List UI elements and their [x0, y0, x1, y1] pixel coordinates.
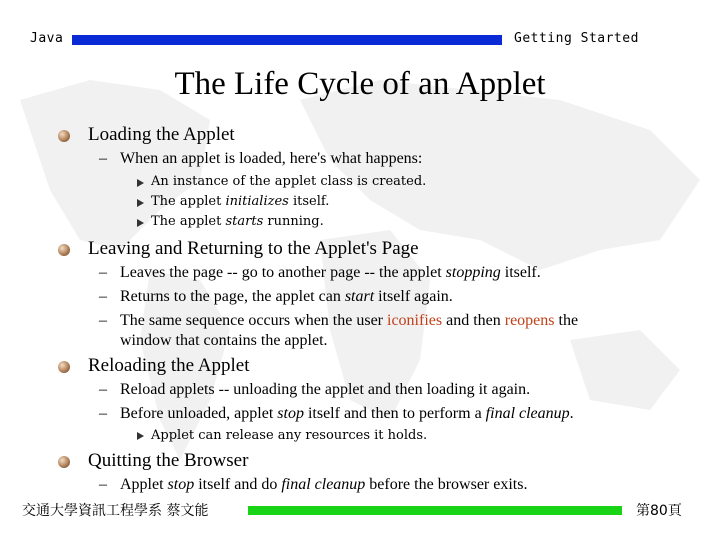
s2-item-2-pre: Returns to the page, the applet can: [120, 288, 345, 305]
arrow-bullet-icon: [137, 199, 144, 207]
dash-bullet: –: [99, 312, 107, 329]
arrow-bullet-icon: [137, 179, 144, 187]
arrow-bullet-icon: [137, 432, 144, 440]
s2-item-1: [120, 264, 541, 282]
s1-detail-3-em: starts: [225, 214, 264, 229]
dash-bullet: –: [99, 288, 107, 305]
section-heading-quitting: Quitting the Browser: [88, 450, 249, 471]
s2-item-1-em: stopping: [445, 264, 501, 281]
dash-bullet: –: [99, 405, 107, 422]
s2-item-3-b: and then: [442, 312, 505, 329]
footer-author: 交通大學資訊工程學系 蔡文能: [22, 503, 209, 519]
s2-item-3: [120, 312, 650, 330]
s3-item-2-pre: Before unloaded, applet: [120, 405, 278, 422]
s3-item-1: Reload applets -- unloading the applet and then loading it again.: [120, 381, 531, 398]
s3-item-2-mid: itself and then to perform a: [303, 405, 486, 422]
header-section-label: Getting Started: [514, 31, 639, 46]
s4-item-1-pre: Applet: [120, 476, 168, 493]
s1-detail-2: [151, 194, 329, 209]
s1-detail-1: [151, 174, 426, 189]
s2-item-3-c: the: [554, 312, 579, 329]
s1-detail-3-pre: The applet: [151, 214, 226, 229]
slide-title: The Life Cycle of an Applet: [174, 66, 546, 102]
s1-detail-2-em: initializes: [225, 194, 289, 209]
s2-item-3-iconifies: iconifies: [387, 312, 443, 329]
dash-bullet: –: [99, 150, 107, 167]
s1-detail-3: [151, 214, 324, 229]
s4-item-1: [120, 476, 527, 494]
arrow-bullet-icon: [137, 219, 144, 227]
dash-bullet: –: [99, 476, 107, 493]
bullet-icon: [58, 244, 70, 256]
section-heading-leaving: Leaving and Returning to the Applet's Page: [88, 238, 419, 259]
s1-subitem: When an applet is loaded, here's what happens:: [120, 150, 423, 167]
s3-detail-1: Applet can release any resources it holds.: [151, 428, 428, 443]
header-bar: [72, 35, 502, 45]
s3-item-2-post: .: [569, 405, 574, 422]
s4-item-1-em2: final cleanup: [281, 476, 366, 493]
s2-item-1-post: itself.: [500, 264, 541, 281]
section-heading-reloading: Reloading the Applet: [88, 355, 250, 376]
s1-detail-2-pre: The applet: [151, 194, 226, 209]
s1-detail-1-text: An instance of the applet class is created.: [151, 174, 427, 189]
s2-item-1-pre: Leaves the page -- go to another page -- the applet: [120, 264, 446, 281]
s2-item-3-line2: window that contains the applet.: [120, 332, 328, 349]
s1-detail-3-post: running.: [263, 214, 324, 229]
bullet-icon: [58, 130, 70, 142]
s2-item-2: [120, 288, 453, 306]
s1-detail-2-post: itself.: [288, 194, 330, 209]
s4-item-1-post: before the browser exits.: [365, 476, 528, 493]
s2-item-3-a: The same sequence occurs when the user: [120, 312, 387, 329]
s4-item-1-em1: stop: [167, 476, 195, 493]
bullet-icon: [58, 456, 70, 468]
footer-page-number: 第80頁: [636, 503, 682, 519]
s2-item-3-reopens: reopens: [504, 312, 555, 329]
section-heading-loading: Loading the Applet: [88, 124, 235, 145]
dash-bullet: –: [99, 264, 107, 281]
header-course-label: Java: [30, 31, 64, 46]
s2-item-2-post: itself again.: [374, 288, 453, 305]
dash-bullet: –: [99, 381, 107, 398]
bullet-icon: [58, 361, 70, 373]
footer-bar: [248, 506, 622, 515]
s3-item-2-em1: stop: [277, 405, 304, 422]
s3-item-2-em2: final cleanup: [485, 405, 570, 422]
s2-item-2-em: start: [344, 288, 375, 305]
s3-item-2: [120, 405, 574, 423]
s4-item-1-mid: itself and do: [194, 476, 282, 493]
